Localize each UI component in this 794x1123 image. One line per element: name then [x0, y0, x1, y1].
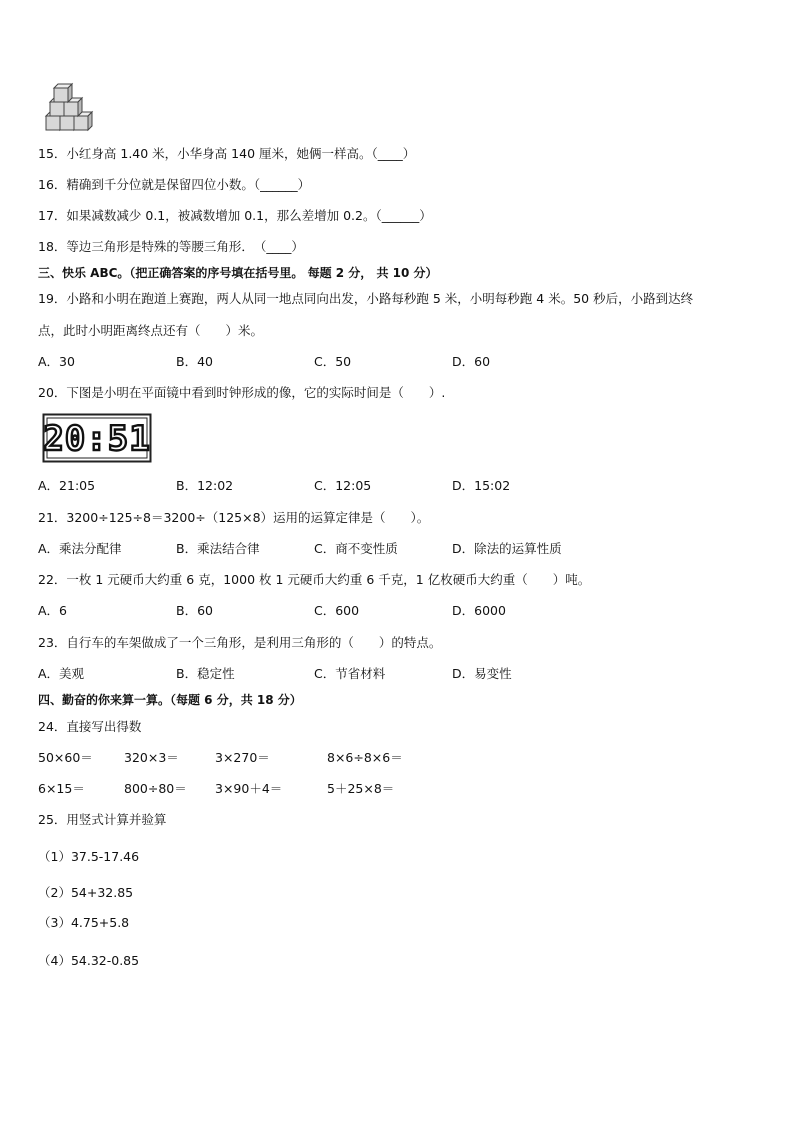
question-16 [38, 177, 310, 193]
option-d: D．6000 [452, 603, 506, 618]
question-number: 16 [38, 177, 54, 192]
clock-digits: 20:51 [43, 419, 151, 459]
question-text: ．精确到千分位就是保留四位小数。（______） [53, 177, 311, 192]
stacked-cubes-figure [44, 82, 100, 134]
option-a: A．美观 [38, 666, 85, 681]
option-a: A．30 [38, 354, 75, 369]
question-22: 22．一枚 1 元硬币大约重 6 克，1000 枚 1 元硬币大约重 6 千克，1 亿枚硬币大约重（ ）吨。 [38, 572, 591, 587]
option-d: D．易变性 [452, 666, 512, 681]
option-b: B．60 [176, 603, 213, 618]
question-number: 18 [38, 239, 54, 254]
section-3-title: 三、快乐 ABC。（把正确答案的序号填在括号里。 每题 2 分， 共 10 分） [38, 266, 438, 280]
option-c: C．节省材料 [314, 666, 386, 681]
vertical-calc-item-3: （3）4.75+5.8 [38, 915, 130, 930]
question-17 [38, 208, 432, 224]
option-c: C．50 [314, 354, 352, 369]
question-23: 23．自行车的车架做成了一个三角形，是利用三角形的（ ）的特点。 [38, 635, 442, 650]
option-d: D．15:02 [452, 478, 511, 493]
section-4-title: 四、勤奋的你来算一算。（每题 6 分，共 18 分） [38, 693, 302, 707]
question-19-line-1: 19．小路和小明在跑道上赛跑，两人从同一地点同向出发，小路每秒跑 5 米，小明每秒跑 4 米。50 秒后，小路到达终 [38, 291, 694, 306]
question-21: 21．3200÷125÷8＝3200÷（125×8）运用的运算定律是（ ）。 [38, 510, 430, 525]
question-20: 20．下图是小明在平面镜中看到时钟形成的像，它的实际时间是（ ）. [38, 385, 446, 400]
option-a: A．6 [38, 603, 68, 618]
question-24-title: 24．直接写出得数 [38, 719, 142, 734]
question-text: ．等边三角形是特殊的等腰三角形． （____） [53, 239, 304, 254]
option-a: A．21:05 [38, 478, 96, 493]
question-number: 17 [38, 208, 54, 223]
digital-clock-figure [42, 413, 152, 463]
option-b: B．12:02 [176, 478, 234, 493]
calc-item: 5＋25×8＝ [327, 781, 395, 796]
question-number: 15 [38, 146, 54, 161]
vertical-calc-item-4: （4）54.32-0.85 [38, 953, 140, 968]
calc-item: 8×6÷8×6＝ [327, 750, 403, 765]
calc-item: 320×3＝ [124, 750, 179, 765]
option-d: D．60 [452, 354, 491, 369]
question-19-line-2: 点，此时小明距离终点还有（ ）米。 [38, 323, 264, 338]
calc-item: 800÷80＝ [124, 781, 187, 796]
vertical-calc-item-1: （1）37.5-17.46 [38, 849, 140, 864]
option-c: C．12:05 [314, 478, 372, 493]
question-25-title: 25．用竖式计算并验算 [38, 812, 167, 827]
option-a: A．乘法分配律 [38, 541, 122, 556]
question-18 [38, 239, 304, 255]
calc-item: 6×15＝ [38, 781, 85, 796]
option-d: D．除法的运算性质 [452, 541, 562, 556]
question-15 [38, 146, 415, 162]
option-b: B．稳定性 [176, 666, 235, 681]
vertical-calc-item-2: （2）54+32.85 [38, 885, 134, 900]
option-c: C．600 [314, 603, 360, 618]
question-text: ．如果减数减少 0.1，被减数增加 0.1，那么差增加 0.2。（______） [53, 208, 432, 223]
question-text: ．小红身高 1.40 米，小华身高 140 厘米，她俩一样高。（____） [53, 146, 416, 161]
calc-item: 3×90＋4＝ [215, 781, 283, 796]
option-c: C．商不变性质 [314, 541, 398, 556]
calc-item: 50×60＝ [38, 750, 93, 765]
option-b: B．40 [176, 354, 213, 369]
option-b: B．乘法结合律 [176, 541, 260, 556]
calc-item: 3×270＝ [215, 750, 270, 765]
